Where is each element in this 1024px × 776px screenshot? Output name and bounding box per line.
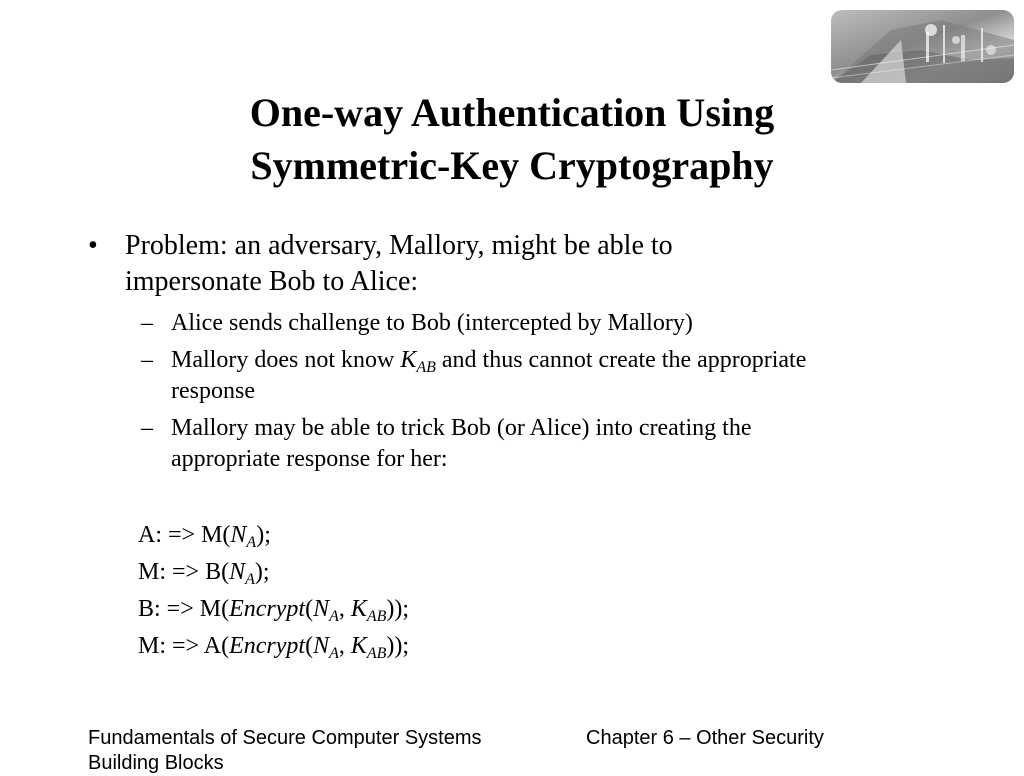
footer-left	[88, 726, 482, 776]
main-bullet	[88, 228, 968, 300]
subpoint-2-text	[171, 345, 961, 407]
nonce-subscript: A	[245, 571, 255, 588]
subpoint-3-text	[171, 413, 961, 475]
step-prefix: M: => B(	[138, 559, 230, 585]
slide-title	[0, 86, 1024, 192]
encrypt-function: Encrypt	[229, 633, 306, 659]
nonce-symbol: N	[313, 596, 330, 622]
subpoint-2-before: Mallory does not know	[171, 347, 401, 373]
footer-left-line-2: Building Blocks	[88, 752, 224, 774]
key-subscript: AB	[416, 359, 436, 376]
bullet-marker: •	[88, 230, 98, 261]
step-suffix: ));	[386, 633, 410, 659]
protocol-step-2	[138, 557, 270, 588]
subpoint-dash: –	[141, 310, 153, 336]
slide-title-line-2: Symmetric-Key Cryptography	[250, 143, 774, 188]
nonce-symbol: N	[230, 522, 247, 548]
subpoint-3-line-2: appropriate response for her:	[171, 446, 448, 472]
subpoint-2-after: and thus cannot create the appropriate	[435, 347, 807, 373]
encrypt-function: Encrypt	[229, 596, 306, 622]
key-symbol: K	[400, 347, 417, 373]
nonce-subscript: A	[329, 608, 339, 625]
subpoint-dash: –	[141, 347, 153, 373]
subpoint-2-line-1	[171, 345, 961, 376]
nonce-subscript: A	[246, 534, 257, 551]
subpoint-dash: –	[141, 415, 153, 441]
step-prefix: M: => A(	[138, 633, 230, 659]
key-symbol: K	[350, 633, 367, 659]
subpoint-3-line-1: Mallory may be able to trick Bob (or Alice) into creating the	[171, 415, 752, 441]
step-prefix: B: => M(	[138, 596, 230, 622]
protocol-step-1	[138, 520, 271, 551]
nonce-symbol: N	[313, 633, 330, 659]
open-paren: (	[305, 633, 314, 659]
nonce-symbol: N	[229, 559, 246, 585]
main-bullet-text	[125, 228, 968, 300]
nonce-subscript: A	[329, 645, 339, 662]
footer-right: Chapter 6 – Other Security	[586, 727, 824, 749]
protocol-step-4	[138, 631, 409, 662]
subpoint-1	[141, 308, 961, 339]
subpoint-1-text: Alice sends challenge to Bob (intercepted by Mallory)	[171, 310, 693, 336]
step-suffix: ));	[386, 596, 410, 622]
slide-title-line-1: One-way Authentication Using	[249, 90, 775, 135]
open-paren: (	[305, 596, 314, 622]
footer-left-line-1: Fundamentals of Secure Computer Systems	[88, 727, 482, 749]
key-symbol: K	[350, 596, 367, 622]
comma: ,	[338, 596, 351, 622]
protocol-step-3	[138, 594, 409, 625]
main-bullet-line-2: impersonate Bob to Alice:	[125, 266, 419, 297]
subpoint-2-line-2: response	[171, 378, 255, 404]
main-bullet-line-1: Problem: an adversary, Mallory, might be able to	[125, 230, 673, 261]
step-prefix: A: => M(	[138, 522, 231, 548]
key-subscript: AB	[366, 608, 387, 625]
step-suffix: );	[256, 522, 271, 548]
subpoint-3	[141, 413, 961, 475]
comma: ,	[338, 633, 351, 659]
subpoint-2	[141, 345, 961, 407]
photo-logo-icon	[831, 10, 1014, 83]
key-subscript: AB	[366, 645, 387, 662]
step-suffix: );	[254, 559, 270, 585]
